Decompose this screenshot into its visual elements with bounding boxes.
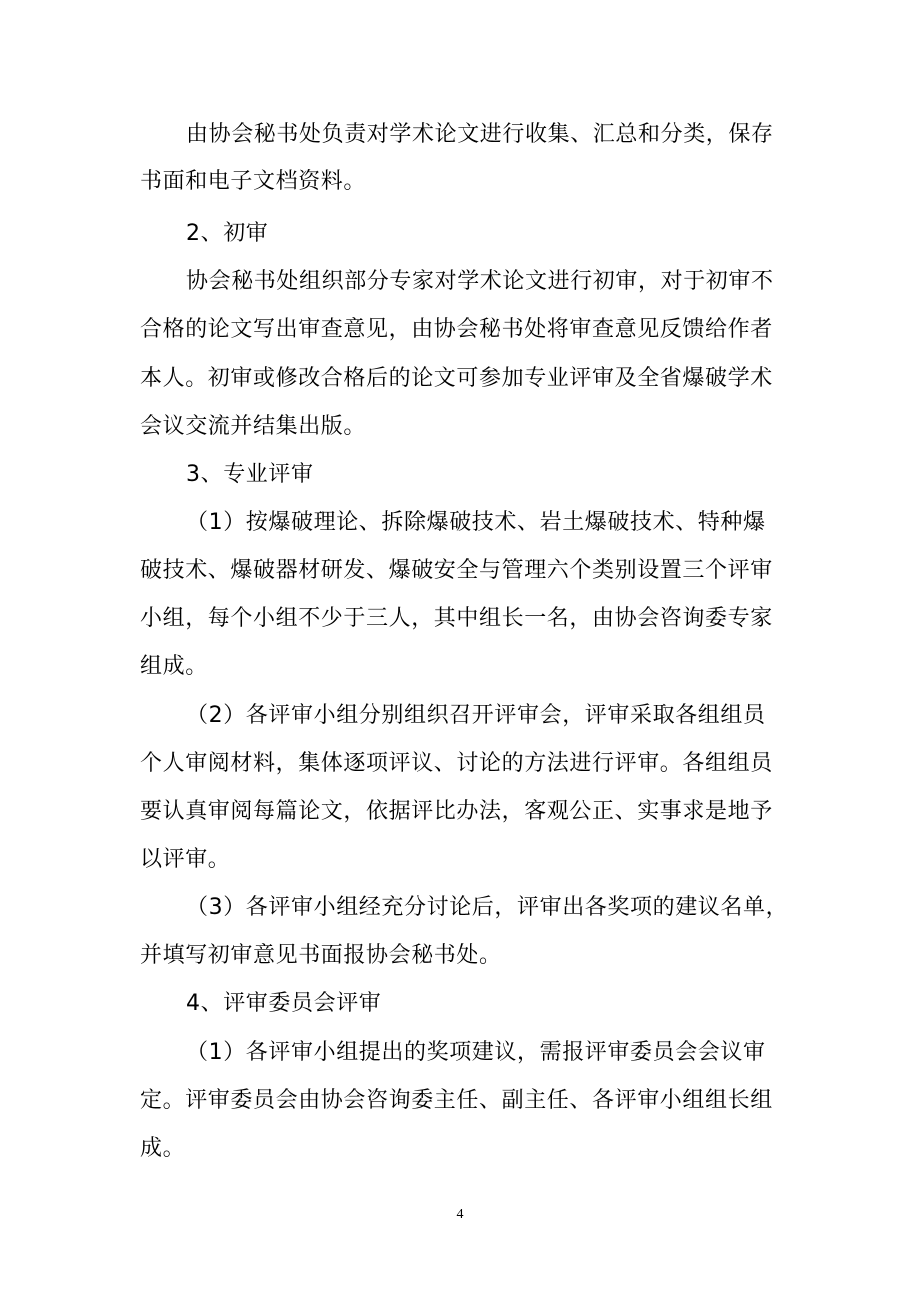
text-line: 定。评审委员会由协会咨询委主任、副主任、各评审小组组长组	[140, 1088, 773, 1113]
section-heading: 2、初审	[186, 221, 269, 246]
text-line: （1）各评审小组提出的奖项建议，需报评审委员会会议审	[186, 1040, 766, 1065]
text-line: 成。	[140, 1136, 186, 1161]
text-line: 要认真审阅每篇论文，依据评比办法，客观公正、实事求是地予	[140, 799, 773, 824]
text-line: （3）各评审小组经充分讨论后，评审出各奖项的建议名单，	[186, 895, 789, 920]
text-line: 协会秘书处组织部分专家对学术论文进行初审，对于初审不	[186, 269, 774, 294]
text-line: 并填写初审意见书面报协会秘书处。	[140, 943, 502, 968]
text-line: 会议交流并结集出版。	[140, 414, 367, 439]
text-line: 由协会秘书处负责对学术论文进行收集、汇总和分类，保存	[186, 122, 774, 147]
text-line: 破技术、爆破器材研发、爆破安全与管理六个类别设置三个评审	[140, 558, 773, 583]
text-line: 书面和电子文档资料。	[140, 169, 367, 194]
text-line: 以评审。	[140, 847, 231, 872]
text-line: 个人审阅材料，集体逐项评议、讨论的方法进行评审。各组组员	[140, 751, 773, 776]
section-heading: 4、评审委员会评审	[186, 991, 382, 1016]
text-line: （1）按爆破理论、拆除爆破技术、岩土爆破技术、特种爆	[186, 510, 766, 535]
text-line: 组成。	[140, 654, 208, 679]
section-heading: 3、专业评审	[186, 462, 314, 487]
page-number: 4	[456, 1207, 464, 1222]
text-line: （2）各评审小组分别组织召开评审会，评审采取各组组员	[186, 703, 766, 728]
text-line: 本人。初审或修改合格后的论文可参加专业评审及全省爆破学术	[140, 366, 773, 391]
text-line: 合格的论文写出审查意见，由协会秘书处将审查意见反馈给作者	[140, 317, 773, 342]
text-line: 小组，每个小组不少于三人，其中组长一名，由协会咨询委专家	[140, 606, 773, 631]
